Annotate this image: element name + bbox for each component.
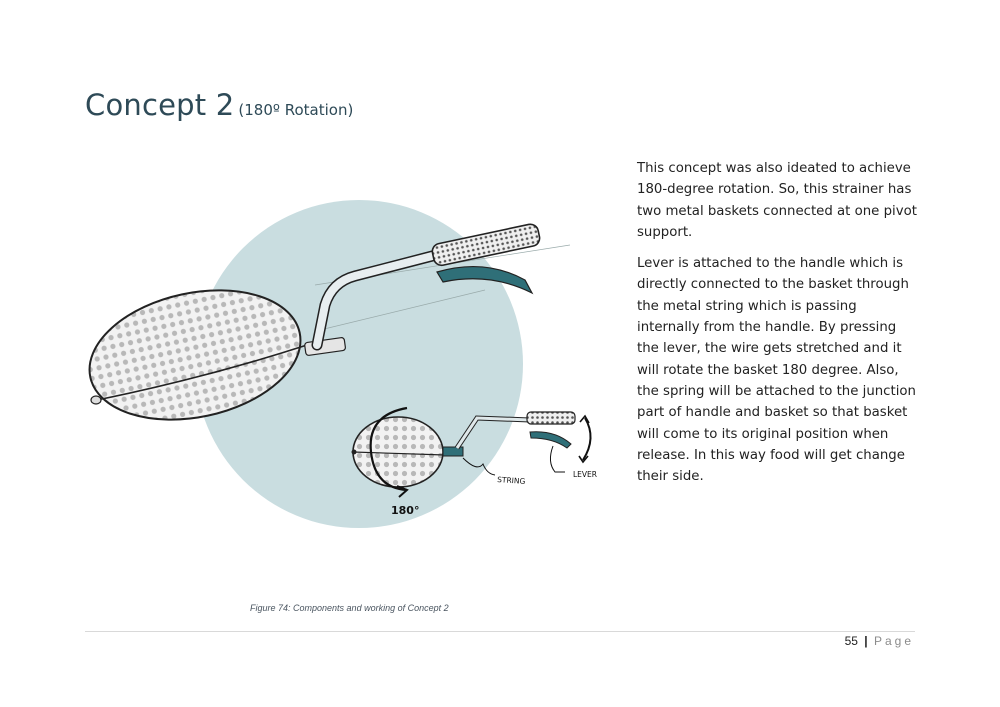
paragraph: This concept was also ideated to achieve 180-degree rotation. So, this strainer has two metal baskets connected at one pivot support. xyxy=(637,161,917,240)
string-annotation: STRING xyxy=(496,475,526,486)
footer-separator: | xyxy=(864,634,868,648)
figure-caption: Figure 74: Components and working of Concept 2 xyxy=(250,603,449,613)
page-number: 55 xyxy=(844,634,858,648)
page-footer xyxy=(845,634,914,648)
concept-description xyxy=(637,158,919,497)
paragraph: Lever is attached to the handle which is directly connected to the basket through the metal string which is passing internally from the handle. By pressing the lever, the wire gets stretched and it will rotate the basket 180 degree. Also, the spring will be attached to the junction part of handle and basket so that basket will come to its original position when release. In this way food will get change their side. xyxy=(637,256,916,485)
angle-annotation: 180° xyxy=(391,504,420,517)
lever-annotation: LEVER xyxy=(573,470,597,479)
title-subtitle: (180º Rotation) xyxy=(238,101,354,119)
title-main: Concept 2 xyxy=(85,88,235,122)
page-label: Page xyxy=(873,634,914,648)
strainer-concept-sketch xyxy=(85,190,625,540)
page-title xyxy=(85,88,353,122)
footer-divider xyxy=(85,631,915,632)
